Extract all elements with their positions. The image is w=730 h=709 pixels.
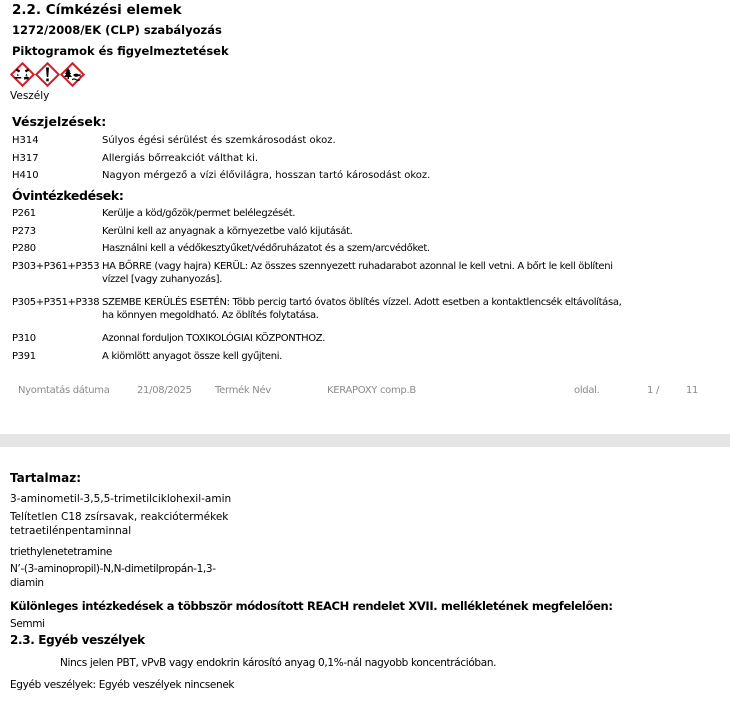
precautionary-statement-row xyxy=(12,350,626,363)
substance-item xyxy=(10,510,228,538)
substance-item xyxy=(10,562,216,590)
precaution-text: HA BŐRRE (vagy hajra) KERÜL: Az összes szennyezett ruhadarabot azonnal le kell vetni. A bőrt le kell öblíteni vízzel [vagy zuhanyozás]. xyxy=(102,261,613,285)
contains-heading: Tartalmaz: xyxy=(10,471,81,485)
precaution-code: P261 xyxy=(12,208,36,219)
reach-annex-value: Semmi xyxy=(10,618,45,630)
precautionary-statement-row xyxy=(12,332,626,345)
precaution-text: Azonnal forduljon TOXIKOLÓGIAI KÖZPONTHOZ. xyxy=(102,333,326,344)
ghs09-environment-icon xyxy=(60,62,85,87)
precaution-text: Kerülni kell az anyagnak a környezetbe való kijutását. xyxy=(102,225,353,237)
print-date-label: Nyomtatás dátuma xyxy=(18,385,110,396)
pictograms-heading: Piktogramok és figyelmeztetések xyxy=(12,44,229,58)
substance-line: 3-aminometil-3,5,5-trimetilciklohexil-amin xyxy=(10,493,232,505)
product-name-label: Termék Név xyxy=(215,385,271,396)
precaution-code: P305+P351+P338 xyxy=(12,297,100,308)
reach-annex-heading: Különleges intézkedések a többször módosított REACH rendelet XVII. mellékletének megfelelően: xyxy=(10,599,613,613)
other-hazards-statement: Egyéb veszélyek: Egyéb veszélyek nincsenek xyxy=(10,679,235,691)
section-2-2-title: 2.2. Címkézési elemek xyxy=(12,2,182,18)
page-footer xyxy=(0,385,730,399)
substance-line: tetraetilénpentaminnal xyxy=(10,525,132,537)
precautionary-statement-row xyxy=(12,296,626,322)
hazard-text: Nagyon mérgező a vízi élővilágra, hosszan tartó károsodást okoz. xyxy=(102,170,431,181)
pbt-statement: Nincs jelen PBT, vPvB vagy endokrin károsító anyag 0,1%-nál nagyobb koncentrációban. xyxy=(60,657,497,669)
precaution-code: P310 xyxy=(12,333,36,344)
hazard-statement-row xyxy=(12,134,430,147)
hazard-text: Allergiás bőrreakciót válthat ki. xyxy=(102,152,259,164)
precautionary-statements-list xyxy=(12,207,626,367)
hazard-statement-row xyxy=(12,169,430,182)
ghs07-exclamation-icon xyxy=(35,62,60,87)
hazard-statements-list xyxy=(12,134,430,187)
hazard-statements-heading: Vészjelzések: xyxy=(12,114,107,129)
page-label: oldal. xyxy=(574,385,600,396)
precautionary-statement-row xyxy=(12,207,626,220)
precautionary-statement-row xyxy=(12,225,626,238)
signal-word: Veszély xyxy=(10,90,50,102)
hazard-code: H317 xyxy=(12,152,39,164)
hazard-code: H314 xyxy=(12,135,39,146)
product-name-value: KERAPOXY comp.B xyxy=(327,385,416,396)
substance-line: diamin xyxy=(10,577,44,589)
precaution-code: P280 xyxy=(12,243,36,254)
precaution-code: P273 xyxy=(12,225,36,237)
precaution-text: Kerülje a köd/gőzök/permet belélegzését. xyxy=(102,208,296,219)
substance-item xyxy=(10,545,112,559)
precaution-code: P303+P361+P353 xyxy=(12,261,100,272)
precautionary-statements-heading: Óvintézkedések: xyxy=(12,188,124,203)
clp-regulation-heading: 1272/2008/EK (CLP) szabályozás xyxy=(12,23,222,37)
precaution-text: SZEMBE KERÜLÉS ESETÉN: Több percig tartó óvatos öblítés vízzel. Adott esetben a kontaktlencsék eltávolítása, ha könnyen megoldható. Az öblítés folytatása. xyxy=(102,297,622,321)
section-2-3-title: 2.3. Egyéb veszélyek xyxy=(10,633,145,647)
page-current: 1 / xyxy=(647,385,660,396)
hazard-code: H410 xyxy=(12,170,39,181)
precaution-text: Használni kell a védőkesztyűket/védőruházatot és a szem/arcvédőket. xyxy=(102,243,430,254)
substance-line: N’-(3-aminopropil)-N,N-dimetilpropán-1,3- xyxy=(10,563,216,575)
substance-line: Telítetlen C18 zsírsavak, reakciótermékek xyxy=(10,511,229,523)
precautionary-statement-row xyxy=(12,242,626,255)
precaution-text: A kiömlött anyagot össze kell gyűjteni. xyxy=(102,350,282,362)
substance-line: triethylenetetramine xyxy=(10,546,112,558)
precautionary-statement-row xyxy=(12,260,626,286)
hazard-text: Súlyos égési sérülést és szemkárosodást okoz. xyxy=(102,135,336,146)
precaution-code: P391 xyxy=(12,350,36,362)
hazard-statement-row xyxy=(12,152,430,165)
ghs05-corrosion-icon xyxy=(10,62,35,87)
page-total: 11 xyxy=(686,385,699,396)
substance-item xyxy=(10,492,231,506)
print-date-value: 21/08/2025 xyxy=(137,385,192,396)
ghs-pictograms xyxy=(10,62,85,87)
page-break-separator xyxy=(0,434,730,447)
